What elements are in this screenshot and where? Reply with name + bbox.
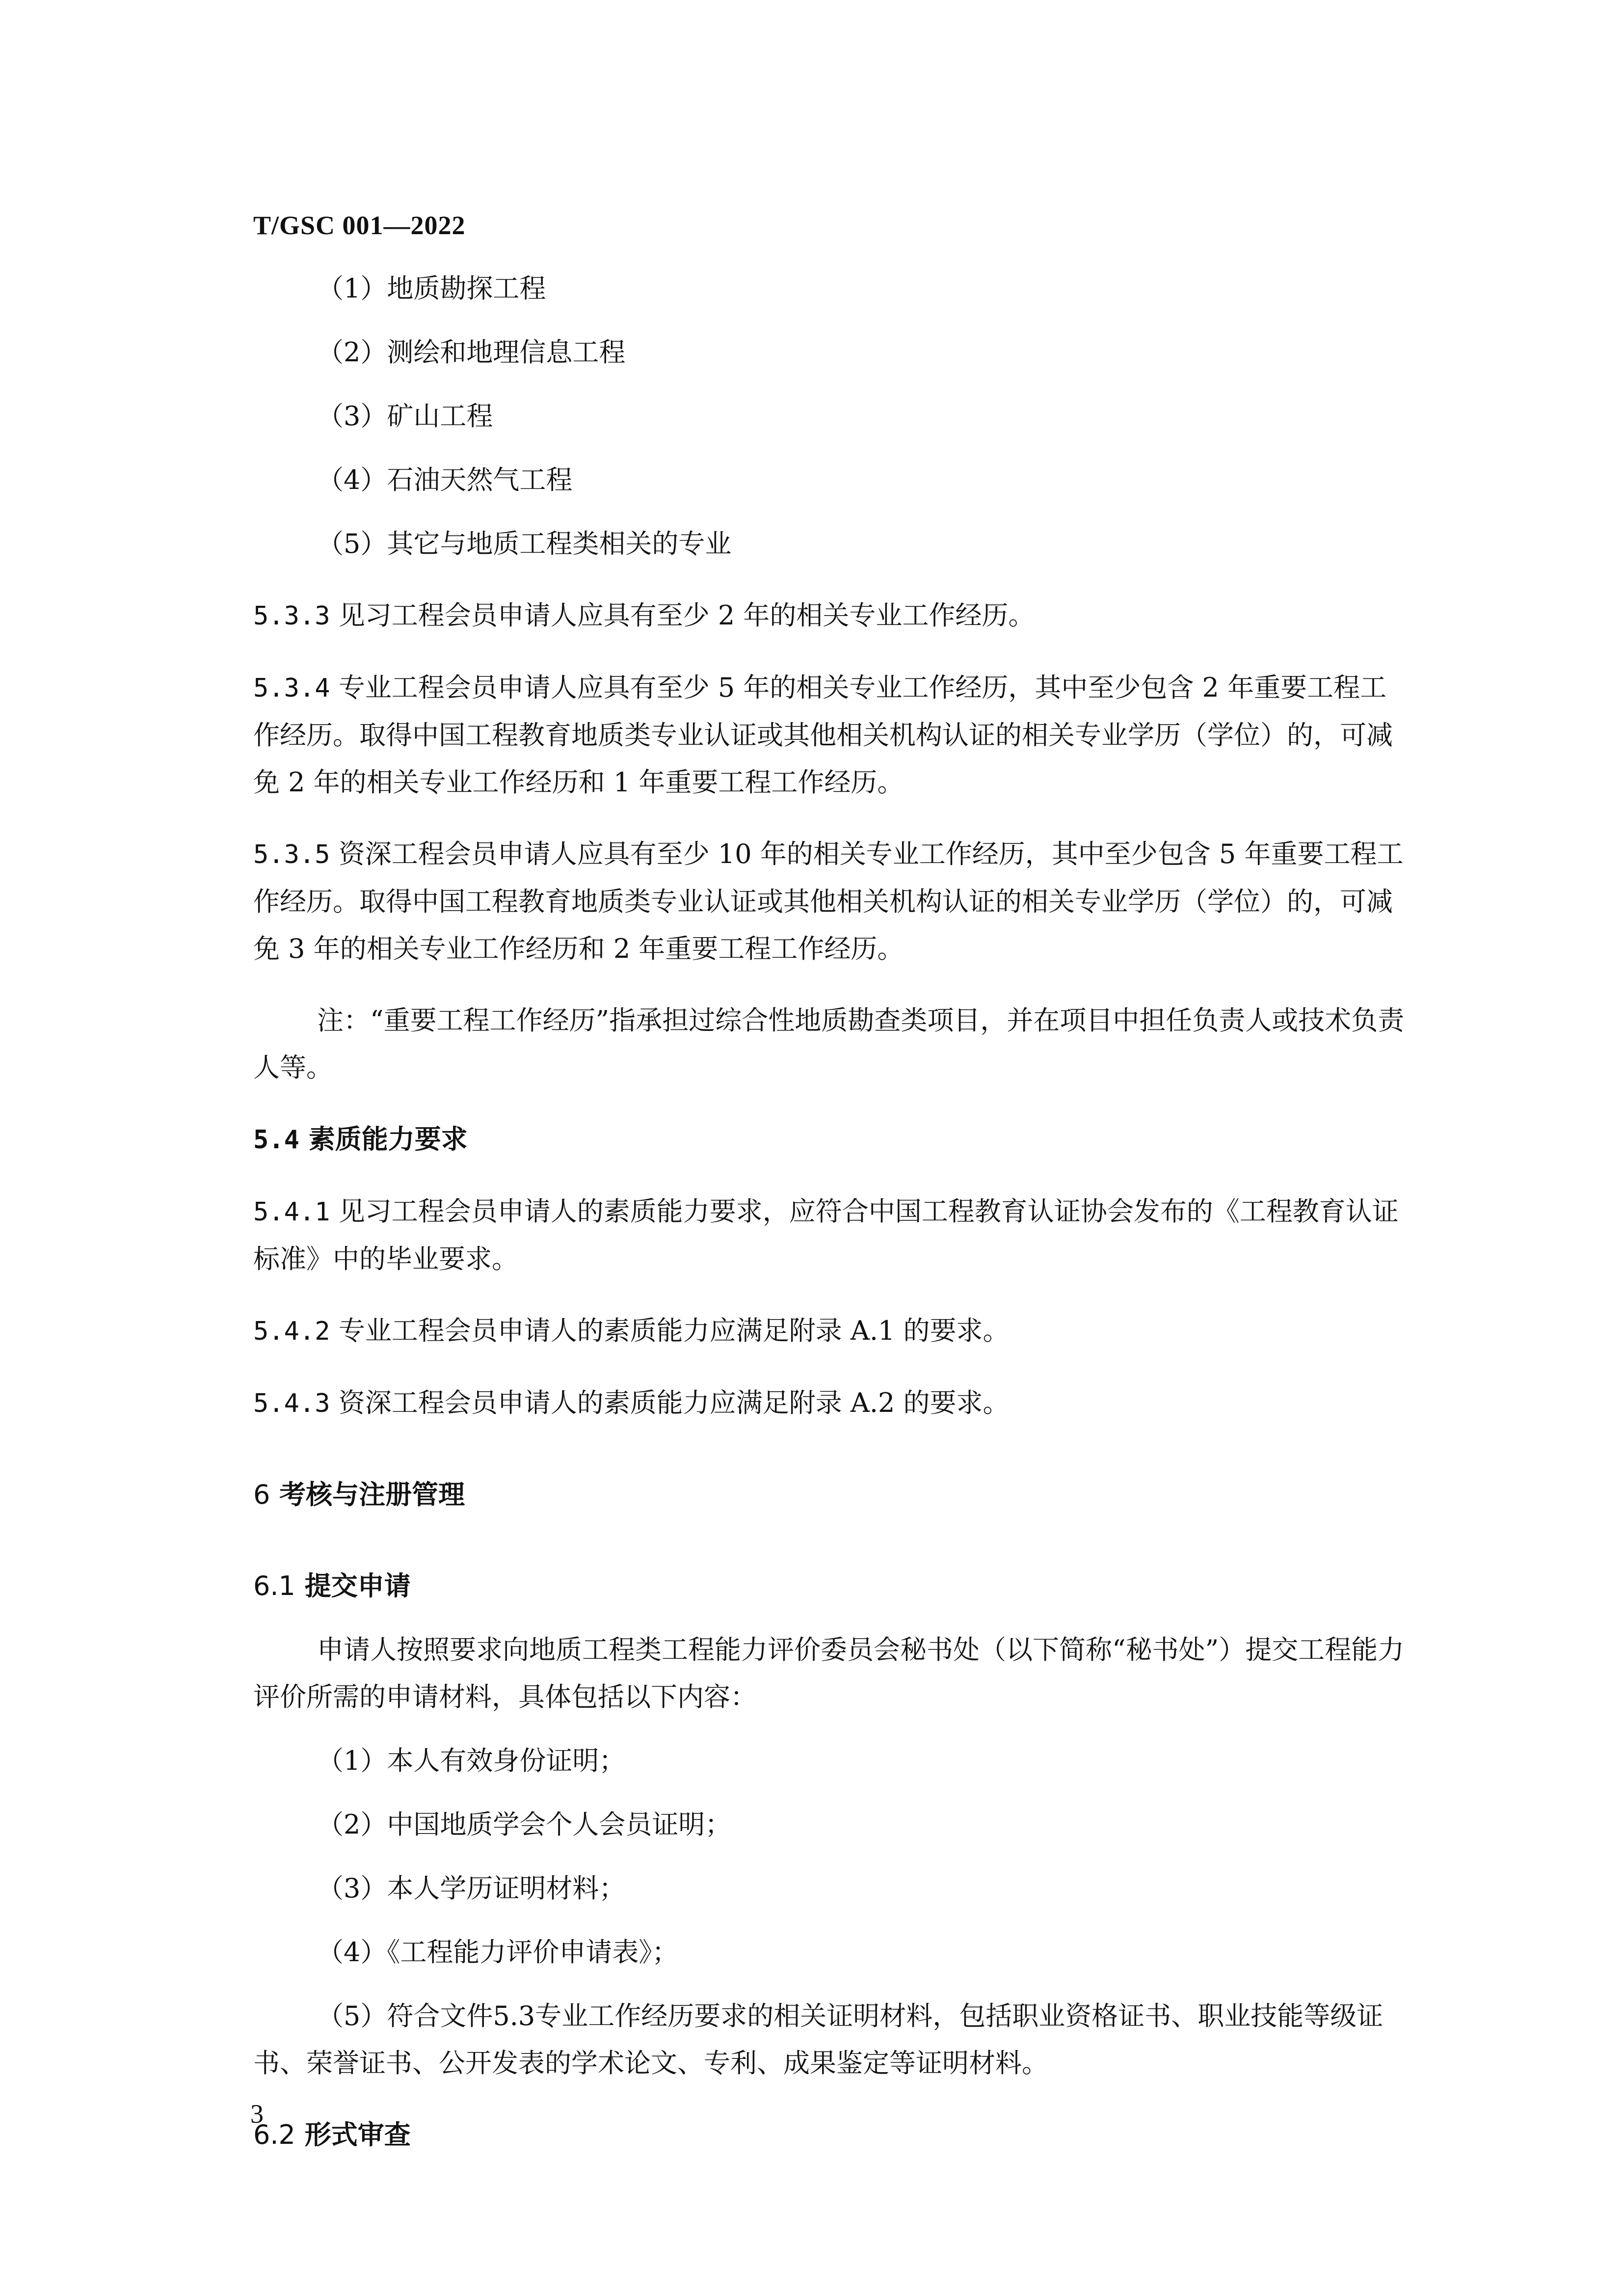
section-5-4-heading	[253, 1116, 1411, 1163]
section-6-heading	[253, 1471, 1411, 1518]
clause-text: 资深工程会员申请人的素质能力应满足附录 A.2 的要求。	[330, 1387, 1010, 1418]
clause-text: 资深工程会员申请人应具有至少 10 年的相关专业工作经历，其中至少包含 5 年重要工程工作经历。取得中国工程教育地质类专业认证或其他相关机构认证的相关专业学历（学位）的，可减免 3 年的相关专业工作经历和 2 年重要工程工作经历。	[253, 838, 1404, 964]
heading-number: 6.2	[253, 2119, 295, 2150]
list-item: （5）其它与地质工程类相关的专业	[317, 528, 732, 559]
list-item: （2）中国地质学会个人会员证明；	[317, 1809, 732, 1840]
clause-5-3-3	[253, 592, 1411, 640]
list-item: （4）《工程能力评价申请表》；	[317, 1937, 679, 1968]
note: 注：“重要工程工作经历”指承担过综合性地质勘查类项目，并在项目中担任负责人或技术负责人等。	[253, 1005, 1405, 1083]
heading-title: 素质能力要求	[308, 1124, 468, 1155]
list-item: （1）地质勘探工程	[317, 273, 546, 304]
page-content	[253, 265, 1411, 2159]
heading-title: 形式审查	[304, 2119, 411, 2150]
major-list	[253, 265, 1411, 567]
list-item: （3）本人学历证明材料；	[317, 1873, 626, 1904]
list-item: （2）测绘和地理信息工程	[317, 337, 626, 368]
heading-number: 6.1	[253, 1570, 295, 1601]
clause-text: 见习工程会员申请人应具有至少 2 年的相关专业工作经历。	[330, 600, 1035, 631]
page-number: 3	[250, 2099, 264, 2129]
materials-list	[253, 1737, 1411, 2087]
clause-number: 5.4.3	[253, 1389, 330, 1418]
clause-number: 5.4.2	[253, 1317, 330, 1346]
section-6-2-heading	[253, 2111, 1411, 2159]
clause-number: 5.4.1	[253, 1197, 330, 1227]
standard-code: T/GSC 001—2022	[253, 211, 466, 240]
clause-5-3-4	[253, 664, 1411, 806]
heading-number: 5.4	[253, 1125, 299, 1155]
clause-number: 5.3.5	[253, 840, 330, 869]
section-6-1-intro: 申请人按照要求向地质工程类工程能力评价委员会秘书处（以下简称“秘书处”）提交工程能力评价所需的申请材料，具体包括以下内容：	[253, 1634, 1405, 1712]
clause-number: 5.3.4	[253, 674, 330, 703]
list-item: （4）石油天然气工程	[317, 464, 573, 495]
clause-5-4-3	[253, 1379, 1411, 1427]
heading-title: 考核与注册管理	[279, 1479, 465, 1510]
heading-title: 提交申请	[304, 1570, 411, 1601]
clause-5-3-5	[253, 831, 1411, 972]
list-item: （3）矿山工程	[317, 401, 493, 432]
list-item: （5）符合文件5.3专业工作经历要求的相关证明材料，包括职业资格证书、职业技能等级证书、荣誉证书、公开发表的学术论文、专利、成果鉴定等证明材料。	[253, 2000, 1384, 2079]
clause-text: 见习工程会员申请人的素质能力要求，应符合中国工程教育认证协会发布的《工程教育认证标准》中的毕业要求。	[253, 1196, 1399, 1274]
clause-5-4-2	[253, 1307, 1411, 1355]
heading-number: 6	[253, 1479, 270, 1510]
clause-5-4-1	[253, 1188, 1411, 1283]
section-6-1-heading	[253, 1563, 1411, 1610]
list-item: （1）本人有效身份证明；	[317, 1745, 626, 1776]
clause-text: 专业工程会员申请人应具有至少 5 年的相关专业工作经历，其中至少包含 2 年重要工程工作经历。取得中国工程教育地质类专业认证或其他相关机构认证的相关专业学历（学位）的，可减免 2 年的相关专业工作经历和 1 年重要工程工作经历。	[253, 672, 1393, 798]
clause-number: 5.3.3	[253, 601, 330, 631]
clause-text: 专业工程会员申请人的素质能力应满足附录 A.1 的要求。	[330, 1315, 1010, 1346]
